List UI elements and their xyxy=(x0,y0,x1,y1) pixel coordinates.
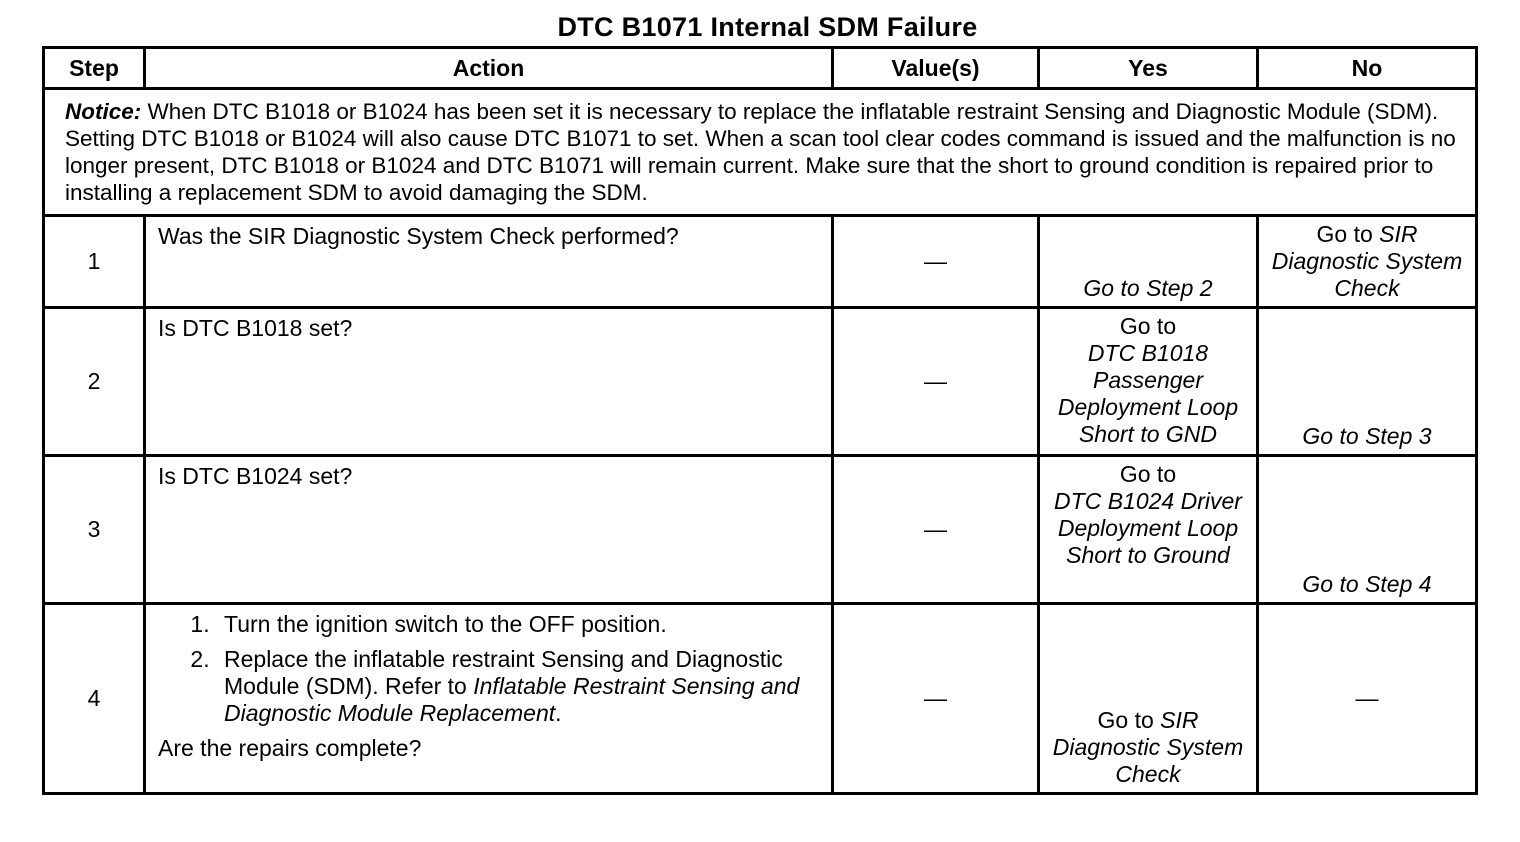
yes-cell xyxy=(1039,456,1258,604)
header-step: Step xyxy=(44,48,145,89)
yes-link: DTC B1018 Passenger Deployment Loop Short to GND xyxy=(1057,340,1239,447)
substep-reference: Inflatable Restraint Sensing and Diagnostic Module Replacement xyxy=(224,673,800,726)
no-cell xyxy=(1258,216,1477,308)
yes-cell xyxy=(1039,604,1258,794)
no-cell xyxy=(1258,308,1477,456)
header-values: Value(s) xyxy=(833,48,1039,89)
step-number: 1 xyxy=(44,216,145,308)
yes-prefix: Go to xyxy=(1119,313,1177,339)
action-text: Was the SIR Diagnostic System Check performed? xyxy=(145,216,833,308)
header-row xyxy=(44,48,1477,89)
notice-text: When DTC B1018 or B1024 has been set it is necessary to replace the inflatable restraint Sensing and Diagnostic Module (SDM). Setting DTC B1018 or B1024 will also cause DTC B1071 to set. When a scan tool clear codes command is issued and the malfunction is no longer present, DTC B1018 or B1024 and DTC B1071 will remain current. Make sure that the short to ground condition is repaired prior to installing a replacement SDM to avoid damaging the SDM. xyxy=(65,99,1456,205)
no-link: Go to Step 3 xyxy=(1302,423,1432,449)
page-title: DTC B1071 Internal SDM Failure xyxy=(557,12,978,42)
yes-cell xyxy=(1039,308,1258,456)
notice-cell xyxy=(44,89,1477,216)
value-cell: — xyxy=(833,456,1039,604)
no-link: SIR Diagnostic System Check xyxy=(1271,221,1463,301)
no-cell: — xyxy=(1258,604,1477,794)
diagnostic-table xyxy=(42,46,1478,795)
yes-prefix: Go to xyxy=(1097,707,1161,733)
value-cell: — xyxy=(833,604,1039,794)
step-number: 3 xyxy=(44,456,145,604)
table-row xyxy=(44,216,1477,308)
no-cell xyxy=(1258,456,1477,604)
action-text: Is DTC B1024 set? xyxy=(145,456,833,604)
yes-link: Go to Step 2 xyxy=(1083,275,1213,301)
yes-prefix: Go to xyxy=(1119,461,1177,487)
substep-item xyxy=(216,646,819,727)
no-prefix: Go to xyxy=(1316,221,1380,247)
substep-list xyxy=(158,611,819,727)
header-action: Action xyxy=(145,48,833,89)
table-row xyxy=(44,308,1477,456)
table-row xyxy=(44,456,1477,604)
action-text: Is DTC B1018 set? xyxy=(145,308,833,456)
step-number: 2 xyxy=(44,308,145,456)
value-cell: — xyxy=(833,216,1039,308)
yes-cell xyxy=(1039,216,1258,308)
table-row xyxy=(44,604,1477,794)
action-question: Are the repairs complete? xyxy=(158,735,422,761)
substep-item: 1. Turn the ignition switch to the OFF position. xyxy=(216,611,819,638)
no-link: Go to Step 4 xyxy=(1302,571,1432,597)
yes-link: DTC B1024 Driver Deployment Loop Short to Ground xyxy=(1054,488,1242,568)
yes-link: SIR Diagnostic System Check xyxy=(1052,707,1244,787)
step-number: 4 xyxy=(44,604,145,794)
substep-text: Replace the inflatable restraint Sensing and Diagnostic Module (SDM). Refer to xyxy=(224,646,783,699)
notice-row xyxy=(44,89,1477,216)
action-cell xyxy=(145,604,833,794)
header-no: No xyxy=(1258,48,1477,89)
substep-end: . xyxy=(555,700,562,726)
value-cell: — xyxy=(833,308,1039,456)
notice-label: Notice: xyxy=(65,99,142,124)
header-yes: Yes xyxy=(1039,48,1258,89)
